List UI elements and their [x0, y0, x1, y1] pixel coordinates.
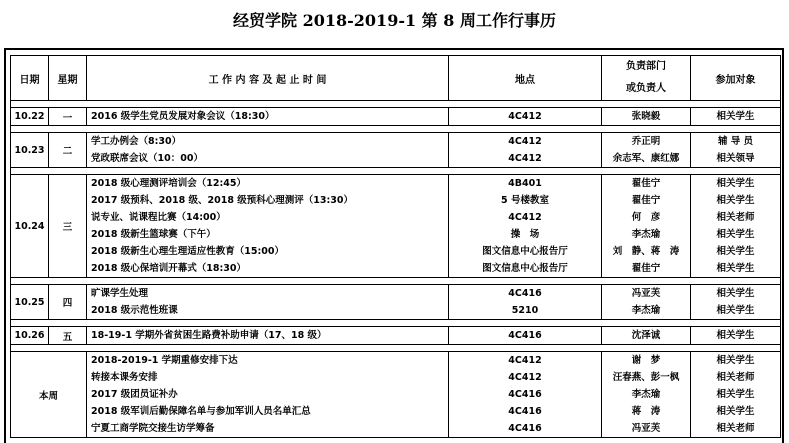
dept-cell	[602, 285, 691, 320]
participants-item: 相关老师	[716, 372, 755, 383]
participants-cell	[691, 327, 781, 345]
dept-item: 汪春燕、彭一枫	[612, 372, 680, 383]
work-cell	[87, 175, 449, 278]
dept-item: 刘 静、蒋 涛	[612, 246, 680, 257]
work-item: 说专业、说课程比赛（14:00）	[91, 212, 226, 223]
location-cell	[449, 175, 602, 278]
work-cell	[87, 327, 449, 345]
location-item: 4C416	[508, 406, 542, 417]
participants-item: 相关学生	[716, 355, 755, 366]
location-cell	[449, 133, 602, 168]
dept-item: 余志军、康红娜	[612, 153, 680, 164]
participants-item: 相关学生	[716, 330, 755, 341]
work-item: 2017 级预科、2018 级、2018 级预科心理测评（13:30）	[91, 195, 353, 206]
spacer-row	[11, 168, 781, 175]
dept-item: 李杰瑜	[631, 305, 661, 316]
work-item: 2018 级新生篮球赛（下午）	[91, 229, 216, 240]
work-cell	[87, 108, 449, 126]
page-title: 经贸学院 2018-2019-1 第 8 周工作行事历	[233, 11, 556, 30]
dept-item: 乔正明	[631, 136, 661, 147]
spacer-row	[11, 320, 781, 327]
weekday-cell: 五	[49, 327, 87, 345]
dept-item: 翟佳宁	[631, 178, 661, 189]
dept-item: 沈泽诚	[631, 330, 661, 341]
location-item: 4C416	[508, 330, 542, 341]
header-row	[11, 56, 781, 101]
location-item: 4C416	[508, 423, 542, 434]
location-cell	[449, 352, 602, 438]
location-cell	[449, 108, 602, 126]
location-item: 4C412	[508, 111, 542, 122]
participants-item: 相关学生	[716, 389, 755, 400]
work-item: 宁夏工商学院交接生访学筹备	[91, 423, 215, 434]
participants-item: 相关学生	[716, 178, 755, 189]
dept-item: 何 彦	[631, 212, 661, 223]
schedule-group-row	[11, 352, 781, 438]
spacer-row	[11, 345, 781, 352]
location-cell	[449, 327, 602, 345]
participants-cell	[691, 285, 781, 320]
work-cell	[87, 285, 449, 320]
schedule-group-row	[11, 327, 781, 345]
location-cell	[449, 285, 602, 320]
location-item: 图文信息中心报告厅	[482, 246, 568, 257]
participants-item: 相关领导	[716, 153, 755, 164]
participants-item: 相关学生	[716, 111, 755, 122]
work-item: 2018 级心理测评培训会（12:45）	[91, 178, 246, 189]
schedule-group-row	[11, 108, 781, 126]
work-item: 2017 级团员证补办	[91, 389, 178, 400]
work-item: 18-19-1 学期外省贫困生路费补助申请（17、18 级）	[91, 330, 327, 341]
schedule-group-row	[11, 133, 781, 168]
location-item: 5210	[511, 305, 539, 316]
location-item: 5 号楼教室	[501, 195, 549, 206]
weekday-cell: 三	[49, 175, 87, 278]
header-work: 工 作 内 容 及 起 止 时 间	[87, 56, 449, 101]
location-item: 4C416	[508, 389, 542, 400]
work-item: 2018 级军训后勤保障名单与参加军训人员名单汇总	[91, 406, 311, 417]
work-item: 2018-2019-1 学期重修安排下达	[91, 355, 238, 366]
header-dept-line2: 或负责人	[626, 83, 666, 94]
dept-item: 李杰瑜	[631, 389, 661, 400]
location-item: 4C412	[508, 355, 542, 366]
dept-item: 翟佳宁	[631, 195, 661, 206]
dept-cell	[602, 175, 691, 278]
schedule-group-row	[11, 175, 781, 278]
participants-item: 相关学生	[716, 263, 755, 274]
work-item: 2018 级心保培训开幕式（18:30）	[91, 263, 246, 274]
work-item: 转接本课务安排	[91, 372, 158, 383]
work-cell	[87, 352, 449, 438]
dept-item: 翟佳宁	[631, 263, 661, 274]
location-item: 4C412	[508, 212, 542, 223]
work-item: 旷课学生处理	[91, 288, 149, 299]
location-item: 4C412	[508, 372, 542, 383]
participants-item: 相关学生	[716, 195, 755, 206]
date-cell: 本周	[11, 352, 87, 438]
dept-item: 李杰瑜	[631, 229, 661, 240]
weekday-cell: 四	[49, 285, 87, 320]
work-cell	[87, 133, 449, 168]
date-cell: 10.26	[11, 327, 49, 345]
date-cell: 10.23	[11, 133, 49, 168]
date-cell: 10.25	[11, 285, 49, 320]
participants-item: 相关学生	[716, 406, 755, 417]
participants-cell	[691, 352, 781, 438]
weekday-cell: 一	[49, 108, 87, 126]
dept-item: 冯亚芙	[631, 423, 661, 434]
work-item: 党政联席会议（10：00）	[91, 153, 203, 164]
spacer-row	[11, 126, 781, 133]
weekday-cell: 二	[49, 133, 87, 168]
participants-cell	[691, 108, 781, 126]
header-dept-line1: 负责部门	[626, 61, 666, 72]
participants-item: 相关学生	[716, 246, 755, 257]
participants-item: 相关学生	[716, 288, 755, 299]
work-item: 2018 级示范性班课	[91, 305, 178, 316]
dept-cell	[602, 108, 691, 126]
participants-cell	[691, 133, 781, 168]
participants-item: 辅 导 员	[717, 136, 754, 147]
spacer-row	[11, 278, 781, 285]
dept-item: 冯亚芙	[631, 288, 661, 299]
location-item: 图文信息中心报告厅	[482, 263, 568, 274]
location-item: 4C416	[508, 288, 542, 299]
schedule-table	[10, 55, 781, 438]
participants-item: 相关老师	[716, 212, 755, 223]
header-location: 地点	[449, 56, 602, 101]
location-item: 4C412	[508, 136, 542, 147]
participants-item: 相关学生	[716, 305, 755, 316]
header-weekday: 星期	[49, 56, 87, 101]
dept-cell	[602, 327, 691, 345]
header-date: 日期	[11, 56, 49, 101]
work-item: 学工办例会（8:30）	[91, 136, 182, 147]
dept-item: 张晓毅	[631, 111, 661, 122]
spacer-row	[11, 101, 781, 108]
location-item: 操 场	[510, 229, 540, 240]
schedule-group-row	[11, 285, 781, 320]
location-item: 4B401	[508, 178, 542, 189]
participants-item: 相关老师	[716, 423, 755, 434]
date-cell: 10.24	[11, 175, 49, 278]
location-item: 4C412	[508, 153, 542, 164]
dept-item: 谢 梦	[631, 355, 661, 366]
dept-cell	[602, 352, 691, 438]
dept-item: 蒋 涛	[631, 406, 661, 417]
date-cell: 10.22	[11, 108, 49, 126]
work-item: 2016 级学生党员发展对象会议（18:30）	[91, 111, 275, 122]
work-item: 2018 级新生心理生理适应性教育（15:00）	[91, 246, 284, 257]
header-dept	[602, 56, 691, 101]
header-participants: 参加对象	[691, 56, 781, 101]
participants-cell	[691, 175, 781, 278]
participants-item: 相关学生	[716, 229, 755, 240]
dept-cell	[602, 133, 691, 168]
